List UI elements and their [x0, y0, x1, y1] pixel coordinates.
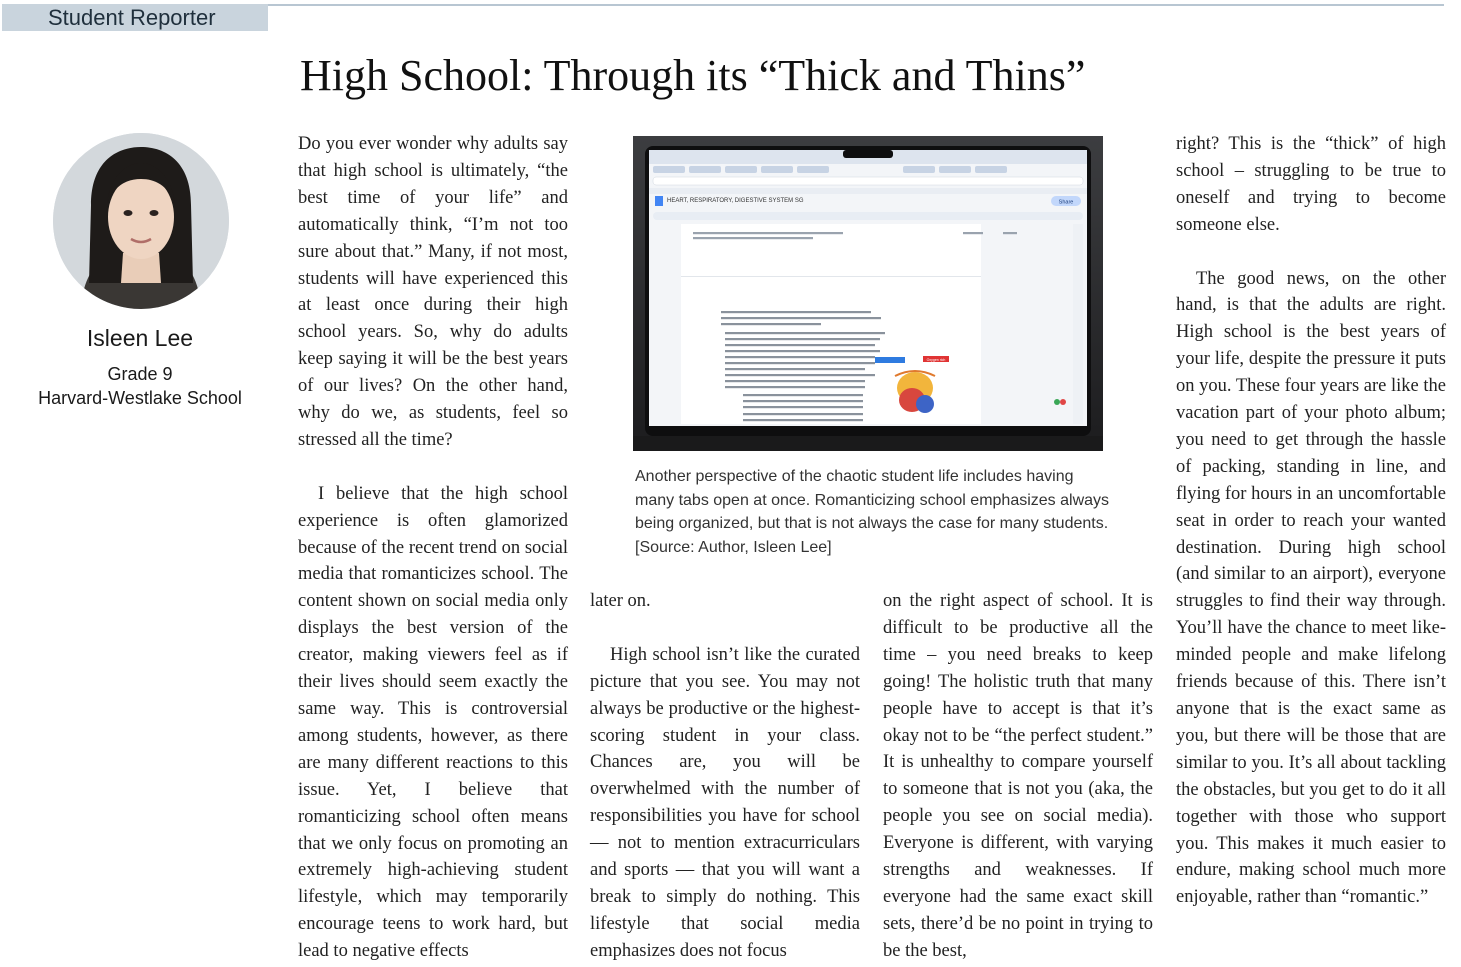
author-photo — [53, 133, 229, 309]
column-1-paragraph-1: Do you ever wonder why adults say that high school is ultimately, “the best time of your life” and automatically think, “I’m not too sure about that.” Many, if not most, students will have experienced this at least once during their high school years. So, why do adults keep saying it will be the best years of our lives? On the other hand, why do we, as students, feel so stressed all the time? — [298, 134, 568, 450]
article-headline: High School: Through its “Thick and Thins” — [300, 51, 1086, 100]
caption-source: [Source: Author, Isleen Lee] — [635, 538, 832, 556]
author-name: Isleen Lee — [86, 325, 194, 351]
column-4-paragraph-2: The good news, on the other hand, is that the adults are right. High school is the best years of your life, despite the pressure it puts on you. These four years are like the vacation part of your photo album; you need to get through the hassle of packing, standing in line, and flying for hours in an uncomfortable seat in order to reach your wanted destination. During high school (and similar to an airport), everyone struggles to find their way through. You’ll have the chance to meet like-minded people and make lifelong friends because of this. There isn’t anyone that is the exact same as you, but there will be those that are similar to you. It’s all about tackling the obstacles, but you get to do it all together with those who support you. This makes it much easier to endure, making school much more enjoyable, rather than “romantic.” — [1176, 268, 1446, 908]
article-photo — [633, 136, 1103, 451]
article-column-3 — [883, 588, 1153, 965]
photo-caption — [635, 465, 1115, 559]
author-school: Harvard-Westlake School — [38, 388, 242, 408]
column-2-paragraph-2: High school isn’t like the curated picture that you see. You may not always be productive or the highest-scoring student in your class. Chances are, you will be overwhelmed with the number of responsibilities you have for school — not to mention extracurriculars and sports — that you will want a break to simply do nothing. This lifestyle that social media emphasizes does not focus — [590, 644, 860, 961]
section-label: Student Reporter — [2, 4, 268, 31]
column-4-paragraph-1: right? This is the “thick” of high school – struggling to be true to oneself and trying to become someone else. — [1176, 134, 1446, 235]
article-column-1 — [298, 131, 568, 965]
column-3-paragraph-1: on the right aspect of school. It is difficult to be productive all the time – you need breaks to keep going! The holistic truth that many people have to accept is that it’s okay not to be “the perfect student.” It is unhealthy to compare yourself to someone that is not you (aka, the people you see on social media). Everyone is different, with varying strengths and weaknesses. If everyone had the same exact skill sets, there’d be no point in trying to be the best, — [883, 591, 1153, 961]
article-column-4 — [1176, 131, 1446, 911]
author-grade: Grade 9 — [107, 364, 173, 384]
header-rule — [268, 4, 1444, 6]
article-column-2 — [590, 588, 860, 965]
figure-label-text: Oxygen rich — [926, 358, 946, 362]
laptop-screenshot-illustration — [633, 136, 1103, 451]
author-portrait-illustration — [53, 133, 229, 309]
caption-text: Another perspective of the chaotic student life includes having many tabs open at once. Romanticizing school emphasizes always being organized, but that is not always the case for many students. — [635, 468, 1110, 533]
column-2-paragraph-1: later on. — [590, 591, 651, 611]
column-1-paragraph-2: I believe that the high school experience is often glamorized because of the recent trend on social media that romanticizes school. The content shown on social media only displays the best version of the creator, making viewers feel as if their lives should seem exactly the same way. This is controversial among students, however, as there are many different reactions to this issue. Yet, I believe that romanticizing school often means that we only focus on promoting an extremely high-achieving student lifestyle, which may temporarily encourage teens to work hard, but lead to negative effects — [298, 483, 568, 962]
doc-title-text: HEART, RESPIRATORY, DIGESTIVE SYSTEM SG — [667, 198, 804, 204]
share-label-text: Share — [1058, 199, 1074, 206]
